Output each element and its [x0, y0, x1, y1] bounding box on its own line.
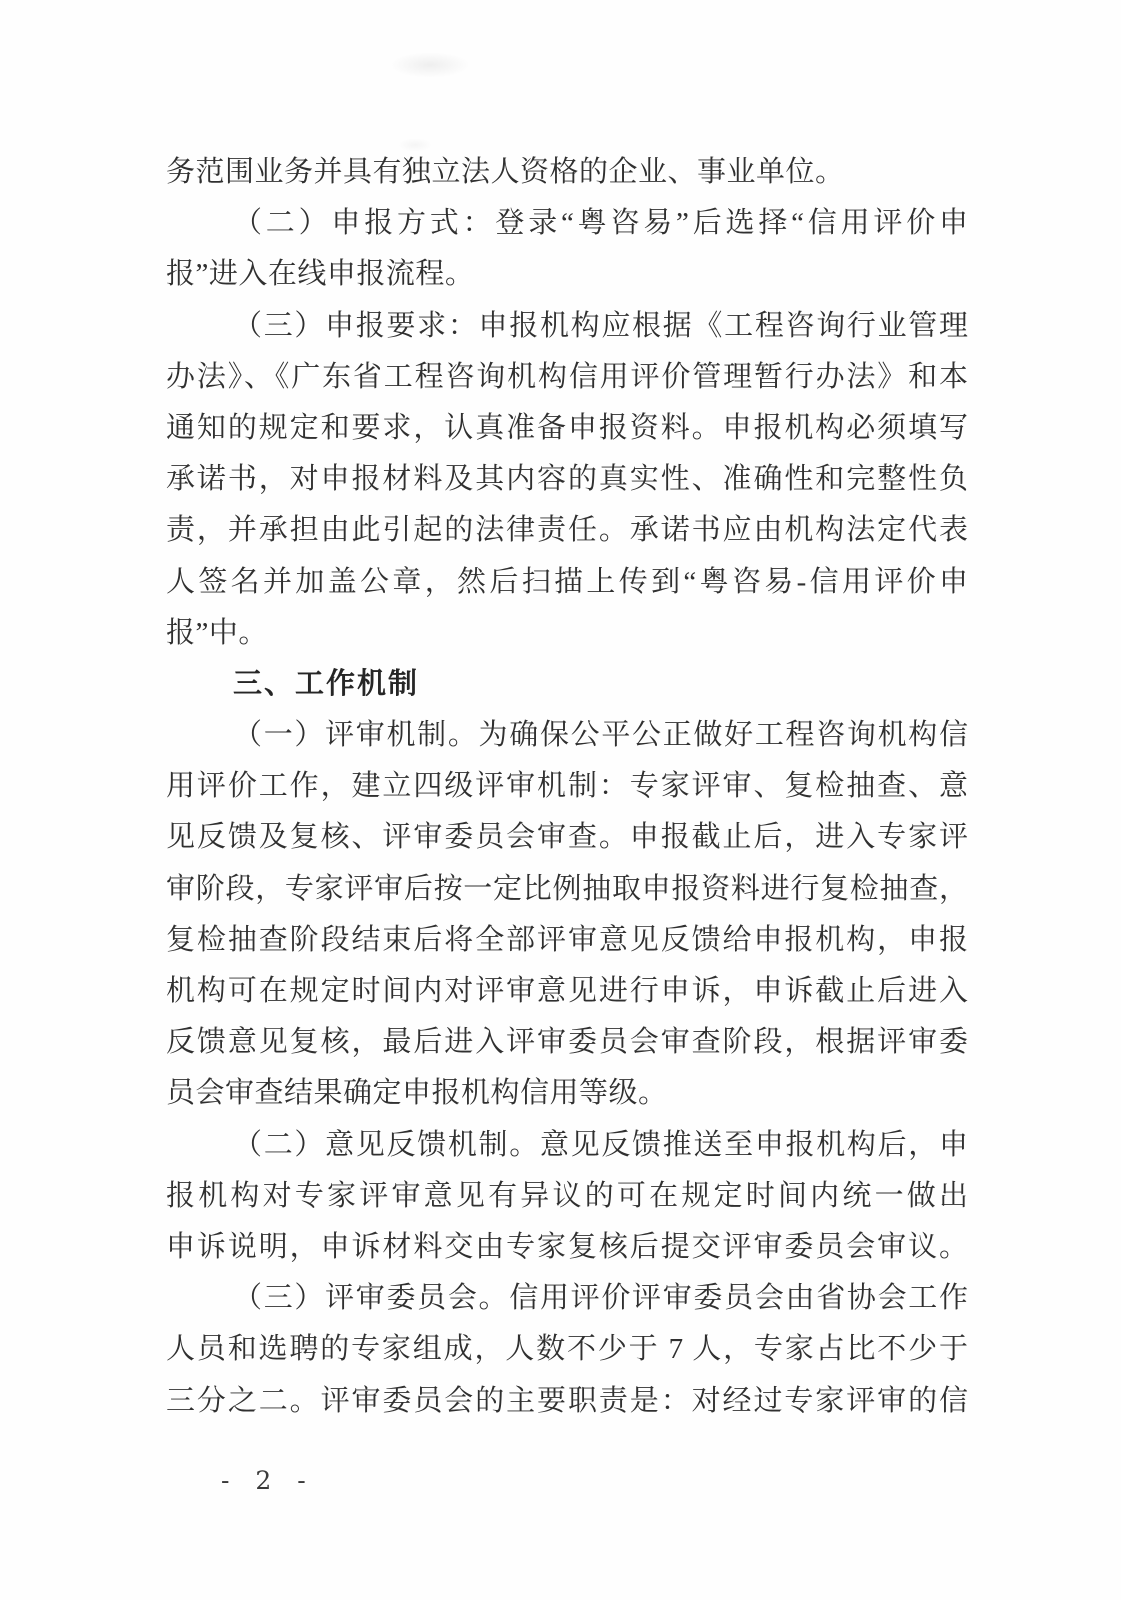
page-number: - 2 -	[221, 1466, 315, 1495]
text-line: 机构可在规定时间内对评审意见进行申诉，申诉截止后进入	[166, 975, 968, 1007]
text-line: 报”中。	[166, 616, 268, 649]
text-line: （二）申报方式：登录“粤咨易”后选择“信用评价申	[233, 207, 968, 240]
text-line: 务范围业务并具有独立法人资格的企业、事业单位。	[166, 156, 845, 188]
text-line: 办法》、《广东省工程咨询机构信用评价管理暂行办法》和本	[166, 360, 968, 393]
text-line: 员会审查结果确定申报机构信用等级。	[166, 1077, 668, 1110]
text-line: 报”进入在线申报流程。	[166, 258, 475, 291]
text-line: 人员和选聘的专家组成，人数不少于 7 人，专家占比不少于	[166, 1333, 968, 1366]
text-line: 反馈意见复核，最后进入评审委员会审查阶段，根据评审委	[166, 1026, 968, 1059]
text-line: 审阶段，专家评审后按一定比例抽取申报资料进行复检抽查，	[166, 872, 968, 905]
text-line: 报机构对专家评审意见有异议的可在规定时间内统一做出	[166, 1179, 968, 1212]
text-line: （三）评审委员会。信用评价评审委员会由省协会工作	[233, 1282, 968, 1315]
text-line: 三分之二。评审委员会的主要职责是：对经过专家评审的信	[166, 1384, 968, 1417]
document-body	[166, 147, 968, 1427]
text-line: （二）意见反馈机制。意见反馈推送至申报机构后，申	[233, 1128, 968, 1161]
text-line: （三）申报要求：申报机构应根据《工程咨询行业管理	[233, 309, 968, 342]
scan-smudge	[390, 52, 470, 78]
text-line: 承诺书，对申报材料及其内容的真实性、准确性和完整性负	[166, 463, 968, 496]
section-heading: 三、工作机制	[233, 667, 420, 700]
text-line: 申诉说明，申诉材料交由专家复核后提交评审委员会审议。	[166, 1230, 968, 1263]
text-line: 通知的规定和要求，认真准备申报资料。申报机构必须填写	[166, 411, 968, 444]
text-line: 人签名并加盖公章，然后扫描上传到“粤咨易-信用评价申	[166, 565, 968, 598]
text-line: 用评价工作，建立四级评审机制：专家评审、复检抽查、意	[166, 770, 968, 803]
text-line: 责，并承担由此引起的法律责任。承诺书应由机构法定代表	[166, 514, 968, 547]
text-line: 见反馈及复核、评审委员会审查。申报截止后，进入专家评	[166, 821, 968, 854]
text-line: （一）评审机制。为确保公平公正做好工程咨询机构信	[233, 719, 968, 752]
text-line: 复检抽查阶段结束后将全部评审意见反馈给申报机构，申报	[166, 923, 968, 956]
